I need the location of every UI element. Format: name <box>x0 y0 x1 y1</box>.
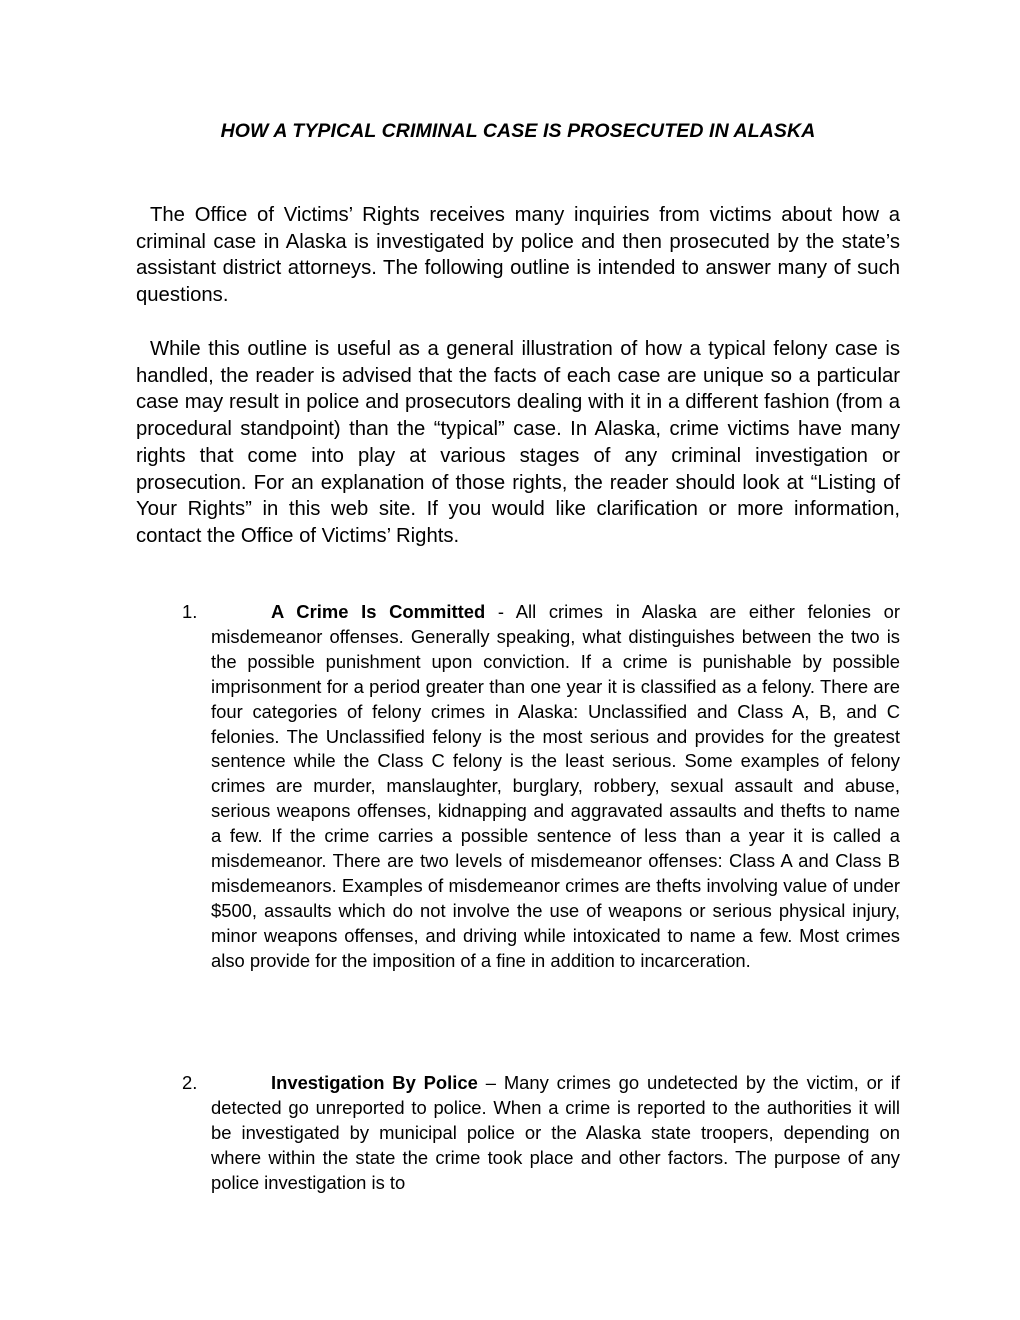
outline-item-separator: – <box>477 1072 504 1093</box>
outline-item-crime-committed <box>182 600 901 974</box>
outline-item-separator: - <box>485 601 516 622</box>
outline-item-investigation-by-police <box>182 1071 900 1196</box>
outline-item-text: Many crimes go undetected by the victim, or if detected go unreported to police. When a crime is reported to the authorities it will be investigated by municipal police or the Alaska state troopers, depending on where within the state the crime took place and other factors. The purpose of any police investigation is to <box>211 1072 900 1193</box>
document-title: HOW A TYPICAL CRIMINAL CASE IS PROSECUTED IN ALASKA <box>220 120 816 142</box>
outline-item-number: 1. <box>182 601 198 622</box>
outline-item-text: All crimes in Alaska are either felonies or misdemeanor offenses. Generally speaking, what distinguishes between the two is the possible punishment upon conviction. If a crime is punishable by possible imprisonment for a period greater than one year it is classified as a felony. There are four categories of felony crimes in Alaska: Unclassified and Class A, B, and C felonies. The Unclassified felony is the most serious and provides for the greatest sentence while the Class C felony is the least serious. Some examples of felony crimes are murder, manslaughter, burglary, robbery, sexual assault and abuse, serious weapons offenses, kidnapping and aggravated assaults and thefts to name a few. If the crime carries a possible sentence of less than a year it is called a misdemeanor. There are two levels of misdemeanor offenses: Class A and Class B misdemeanors. Examples of misdemeanor crimes are thefts involving value of under $500, assaults which do not involve the use of weapons or serious physical injury, minor weapons offenses, and driving while intoxicated to name a few. Most crimes also provide for the imposition of a fine in addition to incarceration. <box>211 601 901 971</box>
disclaimer-paragraph: While this outline is useful as a general illustration of how a typical felony case is handled, the reader is advised that the facts of each case are unique so a particular case may result in police and prosecutors dealing with it in a different fashion (from a procedural standpoint) than the “typical” case. In Alaska, crime victims have many rights that come into play at various stages of any criminal investigation or prosecution. For an explanation of those rights, the reader should look at “Listing of Your Rights” in this web site. If you would like clarification or more information, contact the Office of Victims’ Rights. <box>136 338 900 547</box>
outline-item-heading: Investigation By Police <box>271 1072 478 1093</box>
intro-paragraph: The Office of Victims’ Rights receives many inquiries from victims about how a criminal case in Alaska is investigated by police and then prosecuted by the state’s assistant district attorneys. The following outline is intended to answer many of such questions. <box>136 204 900 307</box>
outline-item-number: 2. <box>182 1072 198 1093</box>
outline-item-heading: A Crime Is Committed <box>271 601 486 622</box>
